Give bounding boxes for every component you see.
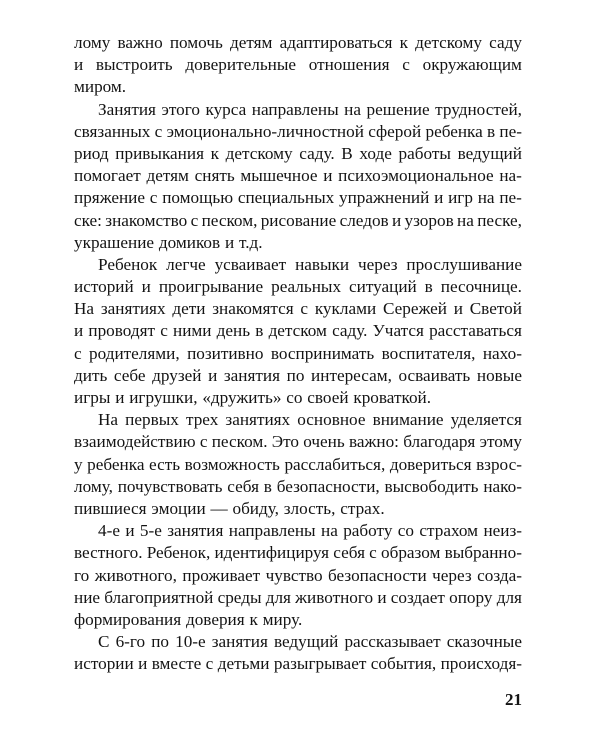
text-line bbox=[74, 121, 522, 143]
word: к bbox=[210, 143, 219, 163]
word: домиков bbox=[158, 232, 221, 252]
word: психоэмоциональное bbox=[338, 166, 494, 186]
word: выбранно- bbox=[444, 543, 522, 563]
word: своей bbox=[307, 388, 349, 407]
word: Светой bbox=[469, 299, 522, 319]
word: опору bbox=[449, 587, 493, 607]
word: рисование bbox=[260, 210, 337, 230]
word: эмоционально-личностной bbox=[166, 121, 364, 141]
word: важно bbox=[117, 33, 163, 52]
word: с bbox=[300, 299, 309, 319]
word: риод bbox=[74, 143, 109, 163]
text-line bbox=[74, 565, 522, 587]
text-line bbox=[74, 609, 522, 631]
text-line bbox=[74, 343, 522, 365]
word: по bbox=[151, 632, 169, 652]
word: обиду, bbox=[232, 498, 279, 518]
word: проводят bbox=[88, 321, 156, 341]
word: на bbox=[457, 210, 474, 230]
word: животного, bbox=[94, 565, 177, 585]
word: Занятия bbox=[98, 99, 156, 119]
word: ведущий bbox=[457, 143, 522, 163]
body-text bbox=[74, 32, 522, 675]
word: пряжение bbox=[74, 188, 145, 208]
word: и bbox=[74, 55, 84, 75]
word: ними bbox=[173, 321, 212, 341]
word: вместе bbox=[151, 654, 202, 674]
word: детьми bbox=[217, 654, 270, 674]
word: детям bbox=[146, 166, 189, 186]
word: трудностей, bbox=[435, 99, 522, 119]
word: в bbox=[424, 277, 433, 297]
word: доверительные bbox=[185, 55, 297, 75]
word: 4-е bbox=[98, 521, 120, 541]
word: возможность bbox=[184, 454, 280, 474]
word: знакомятся bbox=[212, 299, 294, 319]
word: среды bbox=[217, 587, 262, 607]
word: ние bbox=[74, 587, 101, 607]
word: детскому bbox=[225, 143, 293, 163]
word: осваивать bbox=[398, 365, 471, 385]
word: взрос- bbox=[476, 454, 522, 474]
text-line bbox=[74, 520, 522, 542]
word: куклами bbox=[314, 299, 377, 319]
word: занятиях bbox=[100, 299, 166, 319]
word: привыкания bbox=[115, 143, 204, 163]
word: благодаря bbox=[403, 432, 476, 452]
word: страх. bbox=[340, 498, 385, 518]
word: этому bbox=[479, 432, 522, 452]
word: довериться bbox=[389, 454, 472, 474]
word: нако- bbox=[483, 476, 522, 496]
word: занятия bbox=[167, 521, 224, 541]
word: занятия bbox=[223, 365, 281, 385]
word: занятия bbox=[211, 632, 268, 652]
word: Учатся bbox=[372, 321, 424, 341]
word: ситуаций bbox=[349, 277, 417, 297]
word: чувство bbox=[265, 565, 323, 585]
word: со bbox=[397, 521, 415, 541]
text-line bbox=[74, 320, 522, 342]
word: «дружить» bbox=[202, 388, 282, 407]
word: мышечное bbox=[240, 166, 318, 186]
word: очень bbox=[303, 432, 345, 452]
word: в bbox=[255, 321, 264, 341]
word: на bbox=[477, 188, 495, 208]
word: и bbox=[125, 521, 135, 541]
word: дить bbox=[74, 365, 108, 385]
word: неиз- bbox=[483, 521, 522, 541]
word: и bbox=[323, 166, 333, 186]
word: трех bbox=[185, 410, 219, 430]
word: уделяется bbox=[450, 410, 522, 430]
word: лому bbox=[74, 33, 111, 52]
word: песком, bbox=[201, 210, 258, 230]
word: саду. bbox=[299, 143, 335, 163]
word: со bbox=[286, 388, 303, 407]
word: проживает bbox=[182, 565, 261, 585]
word: ведущий bbox=[273, 632, 339, 652]
word: на- bbox=[499, 166, 522, 186]
word: и bbox=[141, 277, 151, 297]
word: Это bbox=[271, 432, 300, 452]
word: следов bbox=[339, 210, 389, 230]
word: выстроить bbox=[95, 55, 173, 75]
text-line bbox=[74, 54, 522, 76]
word: образом bbox=[381, 543, 441, 563]
word: миром. bbox=[74, 77, 127, 97]
text-line bbox=[74, 232, 522, 254]
word: снять bbox=[194, 166, 235, 186]
word: в bbox=[487, 121, 496, 141]
word: пившиеся bbox=[74, 498, 147, 518]
word: и bbox=[224, 232, 235, 252]
word: у bbox=[74, 454, 83, 474]
text-line bbox=[74, 165, 522, 187]
word: саду. bbox=[332, 321, 368, 341]
word: высвободить bbox=[384, 476, 479, 496]
word: родителями, bbox=[89, 343, 180, 363]
word: Ребенок bbox=[98, 254, 158, 274]
word: усваивает bbox=[214, 254, 287, 274]
word: саду bbox=[489, 33, 522, 52]
word: через bbox=[432, 565, 472, 585]
word: и bbox=[377, 587, 387, 607]
word: На bbox=[74, 299, 95, 319]
word: помочь bbox=[169, 33, 223, 52]
word: злость, bbox=[283, 498, 336, 518]
word: ске: bbox=[74, 210, 102, 230]
word: С bbox=[98, 632, 110, 652]
word: Ребенок, bbox=[146, 543, 211, 563]
word: знакомство bbox=[105, 210, 188, 230]
word: рассказывает bbox=[344, 632, 441, 652]
text-line bbox=[74, 631, 522, 653]
word: происходя- bbox=[440, 654, 522, 674]
word: и bbox=[138, 654, 148, 674]
word: ходе bbox=[359, 143, 392, 163]
word: события, bbox=[370, 654, 437, 674]
text-line bbox=[74, 76, 522, 98]
word: и bbox=[74, 321, 84, 341]
word: позитивно bbox=[187, 343, 264, 363]
word: себя bbox=[227, 476, 259, 496]
word: Сережей bbox=[382, 299, 447, 319]
word: курса bbox=[205, 99, 247, 119]
word: с bbox=[205, 654, 214, 674]
word: и bbox=[391, 210, 402, 230]
word: связанных bbox=[74, 121, 151, 141]
word: помогает bbox=[74, 166, 141, 186]
word: первых bbox=[125, 410, 179, 430]
word: по bbox=[286, 365, 305, 385]
word: ребенка bbox=[425, 121, 483, 141]
word: с bbox=[154, 121, 163, 141]
word: разыгрывает bbox=[273, 654, 367, 674]
word: го bbox=[74, 565, 90, 585]
word: узоров bbox=[404, 210, 454, 230]
word: лому, bbox=[74, 476, 113, 496]
word: с bbox=[74, 343, 82, 363]
word: и bbox=[115, 388, 125, 407]
word: важно: bbox=[348, 432, 399, 452]
word: есть bbox=[149, 454, 181, 474]
word: направлены bbox=[251, 99, 339, 119]
word: к bbox=[249, 609, 258, 629]
word: новые bbox=[476, 365, 522, 385]
word: детям bbox=[229, 33, 273, 52]
word: и bbox=[453, 299, 463, 319]
word: идентифицируя bbox=[214, 543, 330, 563]
word: пе- bbox=[499, 188, 522, 208]
text-line bbox=[74, 365, 522, 387]
text-line bbox=[74, 653, 522, 675]
word: воспитателя, bbox=[381, 343, 476, 363]
word: навыки bbox=[295, 254, 350, 274]
word: с bbox=[149, 188, 158, 208]
text-line bbox=[74, 99, 522, 121]
word: истории bbox=[74, 654, 134, 674]
word: себе bbox=[113, 365, 146, 385]
word: день bbox=[216, 321, 251, 341]
word: дети bbox=[172, 299, 206, 319]
word: созда- bbox=[477, 565, 522, 585]
word: вестного. bbox=[74, 543, 143, 563]
word: воспринимать bbox=[270, 343, 375, 363]
word: с bbox=[402, 55, 410, 75]
text-line bbox=[74, 587, 522, 609]
text-line bbox=[74, 298, 522, 320]
word: с bbox=[190, 210, 199, 230]
text-line bbox=[74, 254, 522, 276]
word: к bbox=[399, 33, 408, 52]
word: т.д. bbox=[238, 232, 263, 252]
word: с bbox=[160, 321, 168, 341]
word: животного bbox=[295, 587, 374, 607]
word: решение bbox=[366, 99, 430, 119]
text-line bbox=[74, 143, 522, 165]
word: пе- bbox=[499, 121, 522, 141]
word: игрушки, bbox=[129, 388, 198, 407]
word: помощью bbox=[162, 188, 234, 208]
word: друзей bbox=[152, 365, 202, 385]
word: кроваткой. bbox=[353, 388, 432, 407]
word: проигрывание bbox=[158, 277, 264, 297]
text-line bbox=[74, 210, 522, 232]
word: работу bbox=[343, 521, 393, 541]
word: — bbox=[210, 498, 228, 518]
word: На bbox=[98, 410, 119, 430]
word: детскому bbox=[415, 33, 483, 52]
word: песком. bbox=[211, 432, 268, 452]
word: доверия bbox=[185, 609, 245, 629]
word: на bbox=[321, 521, 338, 541]
word: безопасности bbox=[328, 565, 427, 585]
word: историй bbox=[74, 277, 134, 297]
text-line bbox=[74, 431, 522, 453]
word: игр bbox=[448, 188, 473, 208]
word: игры bbox=[74, 388, 111, 407]
text-line bbox=[74, 276, 522, 298]
word: легче bbox=[166, 254, 206, 274]
word: прослушивание bbox=[406, 254, 522, 274]
word: внимание bbox=[372, 410, 444, 430]
word: интересам, bbox=[311, 365, 392, 385]
word: для bbox=[496, 587, 522, 607]
word: упражнений bbox=[339, 188, 430, 208]
word: песке, bbox=[477, 210, 522, 230]
word: реальных bbox=[271, 277, 342, 297]
text-line bbox=[74, 542, 522, 564]
word: расставаться bbox=[429, 321, 522, 341]
text-line bbox=[74, 409, 522, 431]
word: адаптироваться bbox=[279, 33, 393, 52]
text-line bbox=[74, 32, 522, 54]
word: В bbox=[341, 143, 353, 163]
word: сказочные bbox=[446, 632, 522, 652]
text-line bbox=[74, 476, 522, 498]
word: основное bbox=[297, 410, 366, 430]
word: через bbox=[358, 254, 398, 274]
word: ребенка bbox=[87, 454, 145, 474]
page-number: 21 bbox=[505, 690, 522, 709]
word: взаимодействию bbox=[74, 432, 196, 452]
word: детском bbox=[268, 321, 327, 341]
word: с bbox=[199, 432, 208, 452]
word: в bbox=[263, 476, 272, 496]
word: себя bbox=[333, 543, 365, 563]
word: песочнице. bbox=[440, 277, 522, 297]
word: почувствовать bbox=[117, 476, 223, 496]
word: эмоции bbox=[151, 498, 206, 518]
word: занятиях bbox=[225, 410, 291, 430]
word: благоприятной bbox=[104, 587, 214, 607]
word: на bbox=[344, 99, 361, 119]
word: создает bbox=[390, 587, 445, 607]
word: безопасности, bbox=[276, 476, 380, 496]
word: окружающим bbox=[422, 55, 522, 75]
word: миру. bbox=[262, 609, 303, 629]
word: формирования bbox=[74, 609, 182, 629]
text-line bbox=[74, 454, 522, 476]
word: и bbox=[434, 188, 444, 208]
word: для bbox=[265, 587, 291, 607]
word: расслабиться, bbox=[284, 454, 386, 474]
text-line bbox=[74, 498, 522, 520]
word: с bbox=[369, 543, 377, 563]
word: отношения bbox=[308, 55, 390, 75]
word: 10-е bbox=[175, 632, 206, 652]
word: украшение bbox=[74, 232, 155, 252]
text-line bbox=[74, 387, 522, 409]
word: 5-е bbox=[139, 521, 162, 541]
word: нахо- bbox=[482, 343, 522, 363]
word: работы bbox=[398, 143, 451, 163]
word: 6-го bbox=[115, 632, 146, 652]
word: страхом bbox=[419, 521, 479, 541]
word: специальных bbox=[237, 188, 335, 208]
word: направлены bbox=[228, 521, 316, 541]
word: и bbox=[208, 365, 218, 385]
word: сферой bbox=[368, 121, 422, 141]
text-line bbox=[74, 187, 522, 209]
word: этого bbox=[161, 99, 200, 119]
